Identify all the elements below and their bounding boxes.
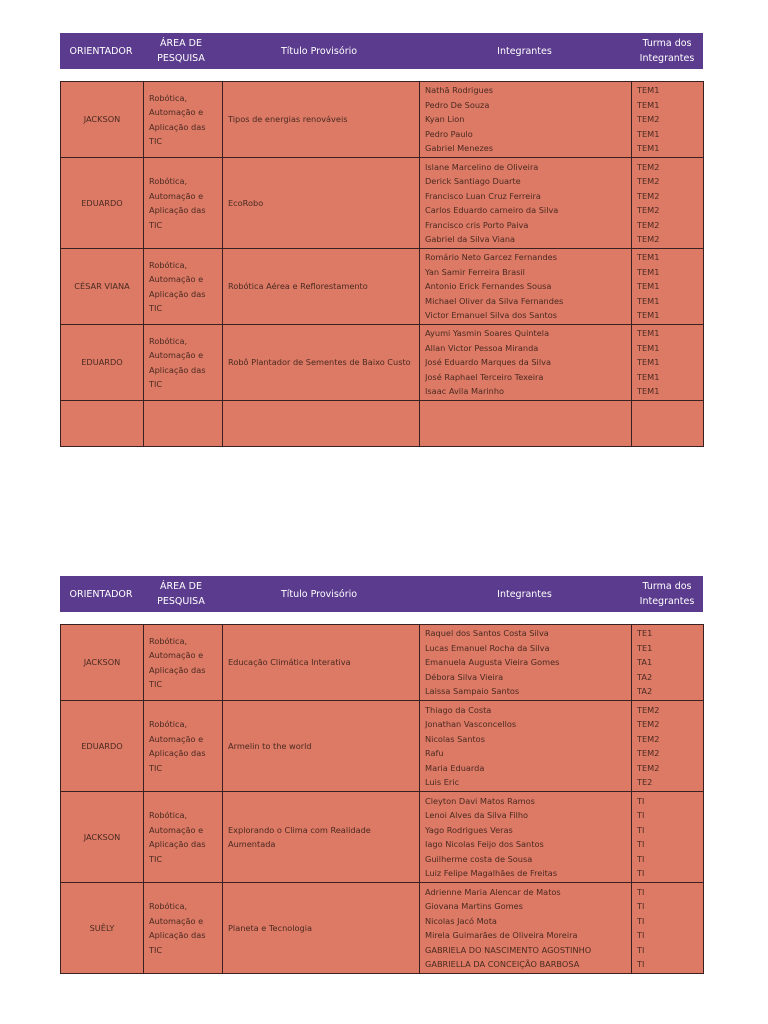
turma-cell <box>632 401 704 447</box>
area-cell: Robótica, Automação e Aplicação das TIC <box>144 792 223 883</box>
turma-cell <box>632 325 704 401</box>
turma-value: TE2 <box>637 777 653 787</box>
integrante-name: Iago Nicolas Feijo dos Santos <box>425 839 544 849</box>
turma-value: TEM1 <box>637 85 660 96</box>
turma-value: TEM1 <box>637 342 660 353</box>
turma-value: TEM1 <box>637 281 660 292</box>
integrante-name: Allan Victor Pessoa Miranda <box>425 342 539 353</box>
turma-value: TI <box>637 886 645 897</box>
header-turma: Turma dos Integrantes <box>639 581 695 607</box>
integrante-name: Thiago da Costa <box>425 704 492 715</box>
turma-value: TEM2 <box>637 733 660 744</box>
titulo-cell: Explorando o Clima com Realidade Aumentada <box>223 792 420 883</box>
turma-value: TEM2 <box>637 219 660 230</box>
header-titulo: Título Provisório <box>280 45 358 57</box>
turma-cell <box>632 158 704 249</box>
turma-cell <box>632 701 704 792</box>
turma-value: TEM2 <box>637 161 660 172</box>
integrante-name: Cleyton Davi Matos Ramos <box>425 795 535 806</box>
area-cell: Robótica, Automação e Aplicação das TIC <box>144 701 223 792</box>
table-row <box>61 792 704 883</box>
turma-value: TEM2 <box>637 190 660 201</box>
table-row <box>61 158 704 249</box>
titulo-cell: Educação Climática Interativa <box>223 625 420 701</box>
integrante-name: Jonathan Vasconcellos <box>425 719 517 729</box>
turma-value: TI <box>637 901 645 911</box>
turma-value: TEM2 <box>637 762 660 773</box>
table-row <box>61 625 704 701</box>
turma-value: TEM1 <box>637 143 660 154</box>
turma-value: TEM2 <box>637 719 660 729</box>
integrante-name: Isaac Avila Marinho <box>425 386 505 397</box>
integrantes-cell <box>420 401 632 447</box>
orientador-cell: EDUARDO <box>61 325 144 401</box>
integrantes-cell <box>420 325 632 401</box>
titulo-cell: EcoRobo <box>223 158 420 249</box>
turma-cell <box>632 792 704 883</box>
header-area: ÁREA DE PESQUISA <box>157 38 205 64</box>
table-section-1 <box>60 33 703 448</box>
turma-value: TI <box>637 853 645 864</box>
integrante-name: Gabriel Menezes <box>425 143 494 154</box>
orientador-cell: SUÊLY <box>61 883 144 974</box>
integrante-name: Michael Oliver da Silva Fernandes <box>425 295 564 306</box>
integrante-name: Adrienne Maria Alencar de Matos <box>425 886 561 897</box>
integrante-name: Carlos Eduardo carneiro da Silva <box>425 205 559 215</box>
table-section-2 <box>60 576 703 976</box>
integrante-name: José Raphael Terceiro Texeira <box>425 371 544 382</box>
turma-value: TI <box>637 944 645 955</box>
orientador-cell: JACKSON <box>61 625 144 701</box>
integrante-name: Rafu <box>425 748 444 758</box>
turma-value: TI <box>637 824 645 835</box>
integrante-name: José Eduardo Marques da Silva <box>425 357 551 368</box>
integrante-name: Nicolas Jacó Mota <box>425 915 497 926</box>
integrante-name: GABRIELLA DA CONCEIÇÃO BARBOSA <box>425 959 580 969</box>
turma-value: TEM2 <box>637 234 660 244</box>
turma-value: TEM1 <box>637 386 660 397</box>
header-area: ÁREA DE PESQUISA <box>157 581 205 607</box>
titulo-cell: Robótica Aérea e Reflorestamento <box>223 249 420 325</box>
table-row <box>61 883 704 974</box>
integrante-name: Guilherme costa de Sousa <box>425 853 533 864</box>
turma-value: TEM2 <box>637 748 660 758</box>
turma-value: TEM1 <box>637 357 660 368</box>
integrante-name: Emanuela Augusta Vieira Gomes <box>425 657 560 668</box>
integrante-name: Lucas Emanuel Rocha da Silva <box>425 642 550 653</box>
titulo-cell <box>223 401 420 447</box>
orientador-cell: EDUARDO <box>61 701 144 792</box>
area-cell: Robótica, Automação e Aplicação das TIC <box>144 82 223 158</box>
header-integrantes: Integrantes <box>497 45 552 57</box>
orientador-cell: CÉSAR VIANA <box>61 249 144 325</box>
turma-value: TI <box>637 868 645 878</box>
turma-cell <box>632 625 704 701</box>
integrante-name: Kyan Lion <box>425 114 465 125</box>
turma-value: TEM2 <box>637 704 660 715</box>
turma-value: TE1 <box>637 642 653 653</box>
table-row <box>61 701 704 792</box>
orientador-cell: JACKSON <box>61 82 144 158</box>
table-row <box>61 401 704 447</box>
integrantes-cell <box>420 883 632 974</box>
turma-value: TI <box>637 839 645 849</box>
integrante-name: Laissa Sampaio Santos <box>425 686 520 697</box>
header-turma: Turma dos Integrantes <box>639 38 695 64</box>
projects-table-2-body <box>61 625 704 974</box>
turma-value: TEM1 <box>637 128 660 139</box>
table-header-2 <box>60 576 703 612</box>
integrante-name: Ayumi Yasmin Soares Quintela <box>425 328 550 339</box>
turma-value: TEM2 <box>637 205 660 215</box>
area-cell: Robótica, Automação e Aplicação das TIC <box>144 883 223 974</box>
header-integrantes: Integrantes <box>497 588 552 600</box>
header-titulo: Título Provisório <box>280 588 358 600</box>
turma-value: TEM1 <box>637 252 660 263</box>
turma-value: TEM2 <box>637 176 660 186</box>
integrante-name: Francisco Luan Cruz Ferreira <box>425 190 541 201</box>
integrante-name: Giovana Martins Gomes <box>425 901 523 911</box>
turma-value: TA2 <box>637 671 653 682</box>
turma-cell <box>632 249 704 325</box>
titulo-cell: Robô Plantador de Sementes de Baixo Custo <box>223 325 420 401</box>
turma-value: TEM1 <box>637 371 660 382</box>
projects-table-1-body <box>61 82 704 447</box>
integrante-name: Antonio Erick Fernandes Sousa <box>425 281 552 292</box>
area-cell: Robótica, Automação e Aplicação das TIC <box>144 249 223 325</box>
turma-value: TEM1 <box>637 266 660 277</box>
turma-value: TEM1 <box>637 99 660 110</box>
integrantes-cell <box>420 701 632 792</box>
turma-value: TI <box>637 915 645 926</box>
area-cell <box>144 401 223 447</box>
projects-table-2 <box>60 624 704 974</box>
integrante-name: Mirela Guimarães de Oliveira Moreira <box>425 930 578 940</box>
turma-value: TEM1 <box>637 328 660 339</box>
turma-value: TEM2 <box>637 114 660 125</box>
turma-cell <box>632 82 704 158</box>
turma-value: TI <box>637 795 645 806</box>
orientador-cell: EDUARDO <box>61 158 144 249</box>
integrantes-cell <box>420 792 632 883</box>
orientador-cell: JACKSON <box>61 792 144 883</box>
orientador-cell <box>61 401 144 447</box>
integrante-name: Yago Rodrigues Veras <box>425 824 513 835</box>
integrante-name: Yan Samir Ferreira Brasil <box>425 266 525 277</box>
turma-value: TA2 <box>637 686 653 697</box>
integrante-name: Luis Eric <box>425 777 460 787</box>
turma-value: TI <box>637 810 645 820</box>
integrantes-cell <box>420 82 632 158</box>
titulo-cell: Armelin to the world <box>223 701 420 792</box>
turma-cell <box>632 883 704 974</box>
table-header-1 <box>60 33 703 69</box>
titulo-cell: Tipos de energias renováveis <box>223 82 420 158</box>
integrante-name: Luiz Felipe Magalhães de Freitas <box>425 868 558 878</box>
integrante-name: Victor Emanuel Silva dos Santos <box>425 310 558 321</box>
integrante-name: Débora Silva Vieira <box>425 671 504 682</box>
turma-value: TI <box>637 930 645 940</box>
integrantes-cell <box>420 625 632 701</box>
integrante-name: Francisco cris Porto Paiva <box>425 219 529 230</box>
integrante-name: Nathã Rodrigues <box>425 85 494 96</box>
table-row <box>61 82 704 158</box>
integrante-name: GABRIELA DO NASCIMENTO AGOSTINHO <box>425 944 592 955</box>
projects-table-1 <box>60 81 704 447</box>
turma-value: TA1 <box>637 657 653 668</box>
turma-value: TEM1 <box>637 295 660 306</box>
integrante-name: Islane Marcelino de Oliveira <box>425 161 539 172</box>
header-orientador: ORIENTADOR <box>69 45 133 57</box>
integrante-name: Pedro Paulo <box>425 128 473 139</box>
integrante-name: Lenoi Alves da Silva Filho <box>425 810 529 820</box>
turma-value: TE1 <box>637 628 653 639</box>
area-cell: Robótica, Automação e Aplicação das TIC <box>144 625 223 701</box>
turma-value: TI <box>637 959 645 969</box>
integrantes-cell <box>420 249 632 325</box>
area-cell: Robótica, Automação e Aplicação das TIC <box>144 158 223 249</box>
integrantes-cell <box>420 158 632 249</box>
area-cell: Robótica, Automação e Aplicação das TIC <box>144 325 223 401</box>
integrante-name: Maria Eduarda <box>425 762 485 773</box>
integrante-name: Nicolas Santos <box>425 733 485 744</box>
integrante-name: Derick Santiago Duarte <box>425 176 521 186</box>
titulo-cell: Planeta e Tecnologia <box>223 883 420 974</box>
table-row <box>61 249 704 325</box>
table-row <box>61 325 704 401</box>
header-orientador: ORIENTADOR <box>69 588 133 600</box>
integrante-name: Romário Neto Garcez Fernandes <box>425 252 557 263</box>
turma-value: TEM1 <box>637 310 660 321</box>
integrante-name: Pedro De Souza <box>425 99 490 110</box>
integrante-name: Gabriel da Silva Viana <box>425 234 516 244</box>
integrante-name: Raquel dos Santos Costa Silva <box>425 628 549 639</box>
